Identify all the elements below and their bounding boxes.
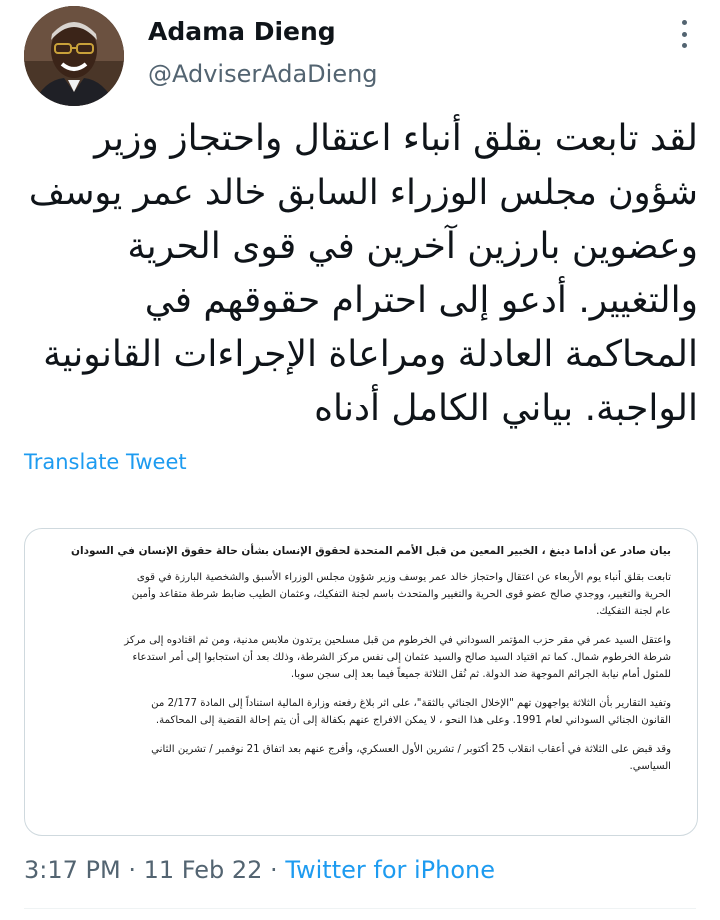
statement-line: للمثول أمام نيابة الجرائم الموجهة ضد الدولة. ثم نُقل الثلاثة جميعاً فيما بعد إلى سجن سوبا. [290, 669, 671, 680]
author-handle[interactable]: @AdviserAdaDieng [148, 60, 378, 88]
meta-separator: · [120, 856, 144, 884]
statement-line: وتفيد التقارير بأن الثلاثة يواجهون تهم "الإخلال الجنائي بالثقة"، على اثر بلاغ رفعته وزارة المالية استناداً إلى المادة 2/177 من [151, 698, 671, 709]
author-avatar[interactable] [24, 6, 124, 106]
attached-image-card[interactable] [24, 528, 698, 836]
divider [24, 908, 696, 909]
statement-line: السياسي. [629, 761, 671, 772]
statement-paragraph [47, 632, 671, 683]
statement-line: وقد قبض على الثلاثة في أعقاب انقلاب 25 أكتوبر / تشرين الأول العسكري، وأفرج عنهم بعد اتفاق 21 نوفمبر / تشرين الثاني [151, 744, 671, 755]
statement-paragraph [47, 695, 671, 729]
more-options-icon[interactable] [672, 20, 696, 48]
more-dot [682, 20, 687, 25]
tweet-meta [24, 856, 495, 884]
tweet-line: المحاكمة العادلة ومراعاة الإجراءات القانونية [43, 334, 698, 375]
statement-line: الحرية والتغيير، ووجدي صالح عضو قوى الحرية والتغيير والمتحدث باسم لجنة التفكيك، وعثمان الطيب ضابط شرطة متقاعد وأمين [131, 589, 671, 600]
statement-line: واعتقل السيد عمر في مقر حزب المؤتمر السوداني في الخرطوم من قبل مسلحين يرتدون ملابس مدنية، ومن ثم اقتادوه إلى مركز [124, 635, 671, 646]
avatar-image [24, 6, 124, 106]
translate-tweet-link[interactable]: Translate Tweet [24, 450, 187, 474]
tweet-source-link[interactable]: Twitter for iPhone [285, 856, 496, 884]
statement-document [47, 543, 671, 787]
statement-paragraph [47, 741, 671, 775]
tweet-time[interactable]: 3:17 PM [24, 856, 121, 884]
tweet-line: الواجبة. بياني الكامل أدناه [314, 388, 698, 429]
tweet-line: لقد تابعت بقلق أنباء اعتقال واحتجاز وزير [94, 118, 698, 159]
tweet-line: والتغيير. أدعو إلى احترام حقوقهم في [144, 280, 698, 321]
meta-separator: · [262, 856, 286, 884]
statement-line: شرطة الخرطوم شمال. كما تم اقتياد السيد صالح والسيد عثمان إلى نفس مركز الشرطة، وذلك بعد أن استجابوا إلى أمر استدعاء [132, 652, 671, 663]
statement-title: بيان صادر عن أداما دينغ ، الخبير المعين من قبل الأمم المتحدة لحقوق الإنسان بشأن حالة حقوق الإنسان في السودان [71, 545, 671, 557]
tweet-text [20, 112, 698, 436]
tweet-line: شؤون مجلس الوزراء السابق خالد عمر يوسف [28, 173, 698, 213]
author-name[interactable]: Adama Dieng [148, 17, 336, 46]
more-dot [682, 43, 687, 48]
more-dot [682, 32, 687, 37]
tweet-line: وعضوين بارزين آخرين في قوى الحرية [127, 226, 698, 267]
statement-paragraph [47, 569, 671, 620]
tweet-date[interactable]: 11 Feb 22 [143, 856, 263, 884]
statement-line: عام لجنة التفكيك. [596, 606, 671, 617]
statement-line: تابعت بقلق أنباء يوم الأربعاء عن اعتقال واحتجاز خالد عمر يوسف وزير شؤون مجلس الوزراء الأسبق والشخصية البارزة في قوى [136, 572, 671, 583]
statement-line: القانون الجنائي السوداني لعام 1991. وعلى هذا النحو ، لا يمكن الافراج عنهم بكفالة إلى أن يتم إحالة القضية إلى المحاكمة. [155, 715, 671, 726]
